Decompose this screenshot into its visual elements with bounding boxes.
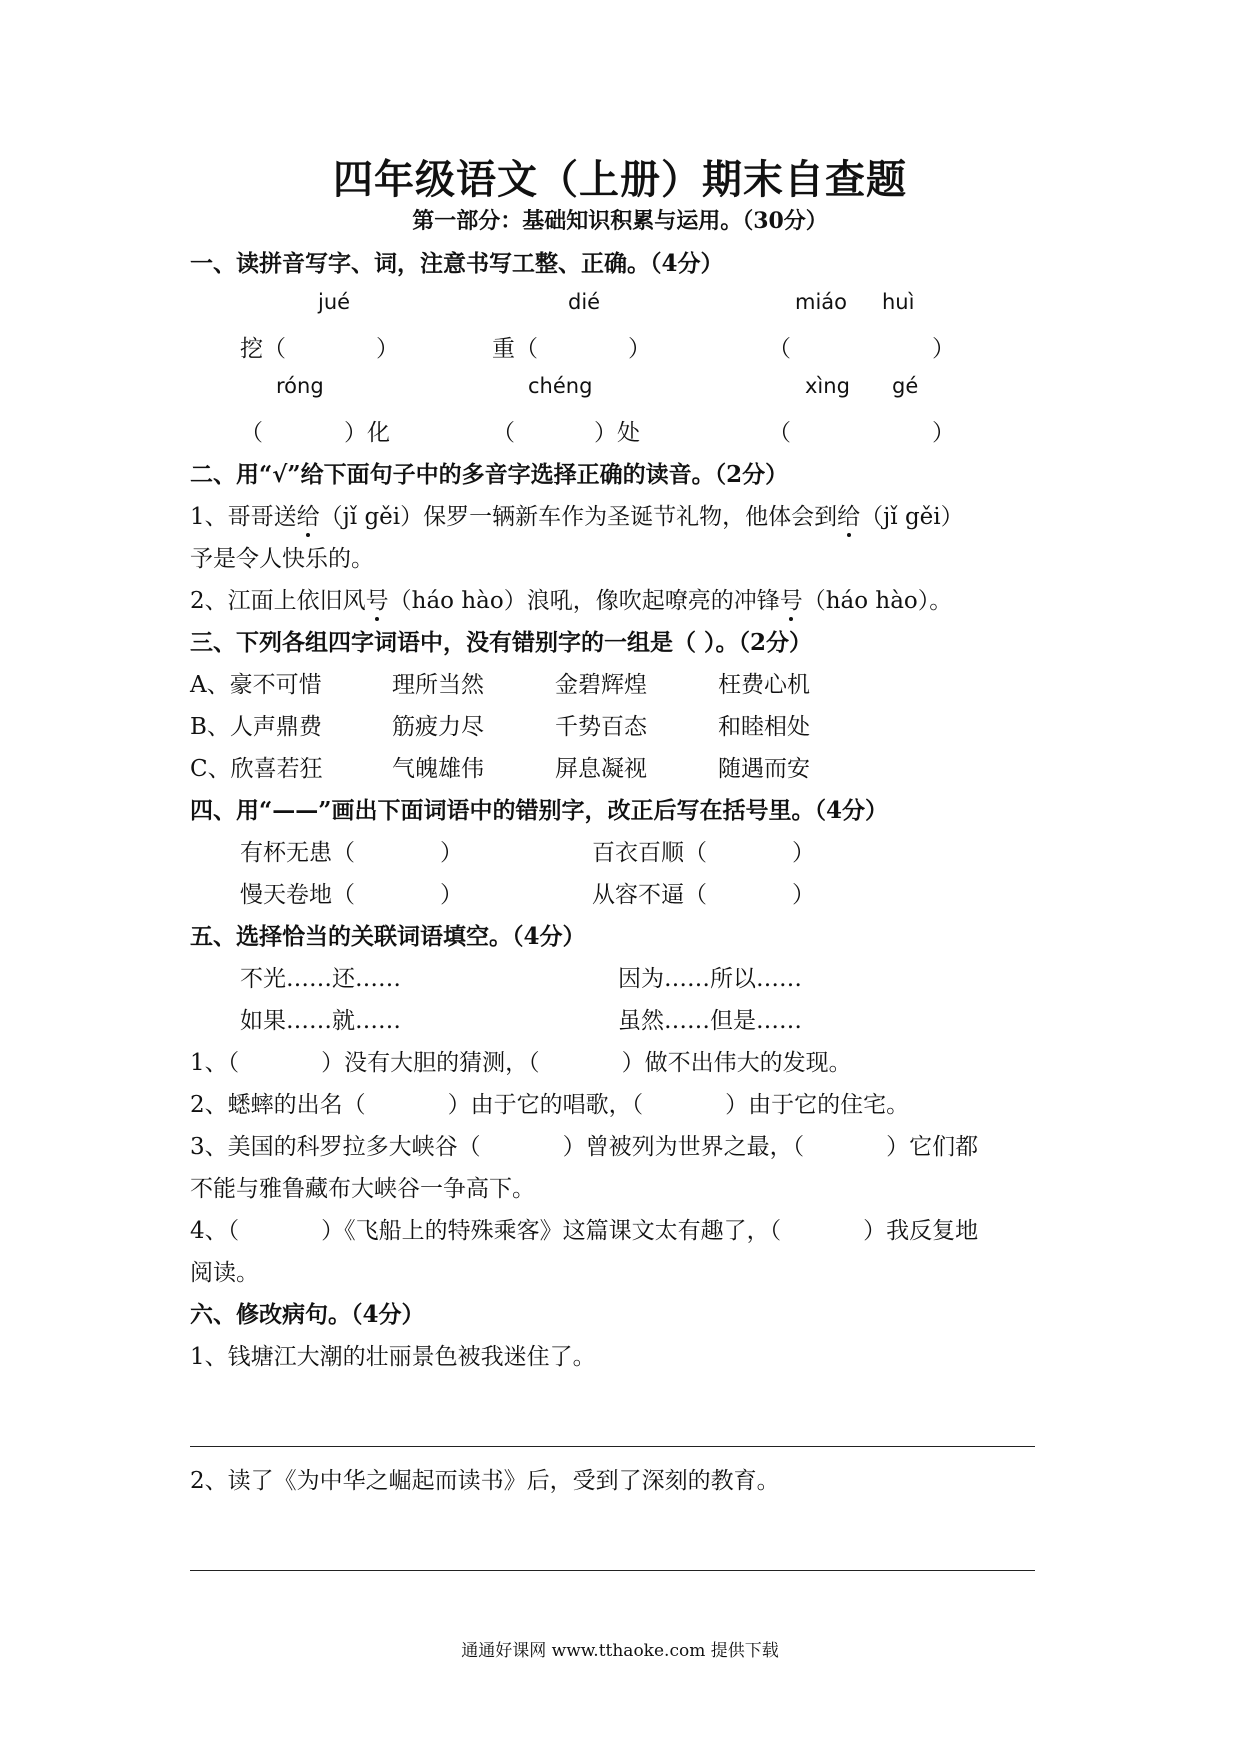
page-title: 四年级语文（上册）期末自查题 — [333, 156, 907, 203]
s5-option-3: 如果……就…… — [240, 1008, 401, 1034]
s3-option-a-2: 理所当然 — [392, 672, 484, 698]
section4-heading: 四、用“——”画出下面词语中的错别字，改正后写在括号里。（4分） — [190, 797, 888, 824]
s5-q2-c: ）由于它的住宅。 — [725, 1092, 910, 1118]
s4-item1-close: ） — [440, 840, 463, 866]
s1-r2-item2-close: ）处 — [594, 420, 640, 446]
s1-r2-item3-close: ） — [932, 420, 955, 446]
s5-q4-b: ）《飞船上的特殊乘客》这篇课文太有趣了，（ — [321, 1218, 782, 1244]
s2-q1-text-a: 1、哥哥送 — [190, 504, 297, 530]
s6-q2-answer-line[interactable] — [190, 1570, 1035, 1571]
s6-q1: 1、钱塘江大潮的壮丽景色被我迷住了。 — [190, 1344, 596, 1370]
s4-item3-close: ） — [440, 882, 463, 908]
s2-q1-polyphone-2: 给 — [837, 504, 861, 530]
s6-q2: 2、读了《为中华之崛起而读书》后，受到了深刻的教育。 — [190, 1468, 780, 1494]
s5-q3-line1 — [190, 1128, 978, 1161]
s2-q2 — [190, 582, 952, 615]
s4-item3: 慢天卷地（ — [240, 882, 355, 908]
s3-option-c-2: 气魄雄伟 — [392, 756, 484, 782]
section1-heading: 一、读拼音写字、词，注意书写工整、正确。（4分） — [190, 250, 724, 277]
s1-r2-item1-open: （ — [240, 420, 263, 446]
section3-heading: 三、下列各组四字词语中，没有错别字的一组是（ ）。（2分） — [190, 629, 813, 656]
s6-q1-answer-line[interactable] — [190, 1446, 1035, 1447]
s5-q1-c: ）做不出伟大的发现。 — [621, 1050, 852, 1076]
s2-q2-text-c: （háo hào）。 — [802, 588, 953, 614]
s5-option-2: 因为……所以…… — [618, 966, 802, 992]
s4-item4-close: ） — [792, 882, 815, 908]
s3-option-b-1: B、人声鼎费 — [190, 714, 322, 740]
s2-q2-text-a: 2、江面上依旧风 — [190, 588, 366, 614]
s1-r1-item2-close: ） — [628, 336, 651, 362]
s5-q1-b: ）没有大胆的猜测，（ — [321, 1050, 540, 1076]
section2-heading: 二、用“√”给下面句子中的多音字选择正确的读音。（2分） — [190, 461, 789, 488]
s5-q3-b: ）曾被列为世界之最，（ — [562, 1134, 805, 1160]
s3-option-b-2: 筋疲力尽 — [392, 714, 484, 740]
s2-q2-text-b: （háo hào）浪吼，像吹起嘹亮的冲锋 — [388, 588, 780, 614]
pinyin-hui: huì — [882, 290, 915, 314]
s2-q1-polyphone-1: 给 — [296, 504, 320, 530]
s4-item1: 有杯无患（ — [240, 840, 355, 866]
pinyin-ge: gé — [892, 374, 919, 398]
s1-r1-item2-open: 重（ — [492, 336, 538, 362]
s3-option-c-4: 随遇而安 — [718, 756, 810, 782]
s3-option-c-1: C、欣喜若狂 — [190, 756, 323, 782]
s1-r1-item3-open: （ — [768, 336, 791, 362]
s5-q4-line1 — [190, 1212, 978, 1245]
s1-r1-item1-open: 挖（ — [240, 336, 286, 362]
s1-r2-item1-close: ）化 — [344, 420, 390, 446]
s5-q3-c: ）它们都 — [886, 1134, 979, 1160]
footer-source: 通通好课网 www.tthaoke.com 提供下载 — [461, 1641, 779, 1661]
s3-option-a-4: 枉费心机 — [718, 672, 810, 698]
s5-q3-line2: 不能与雅鲁藏布大峡谷一争高下。 — [190, 1176, 535, 1202]
s2-q1-line2: 予是令人快乐的。 — [190, 546, 374, 572]
s4-item2: 百衣百顺（ — [592, 840, 707, 866]
s2-q2-polyphone-2: 号 — [779, 588, 803, 614]
part-subtitle: 第一部分：基础知识积累与运用。（30分） — [412, 208, 828, 234]
pinyin-cheng: chéng — [528, 374, 593, 398]
s5-q1-a: 1、（ — [190, 1050, 240, 1076]
pinyin-jue: jué — [318, 290, 351, 314]
pinyin-die: dié — [568, 290, 601, 314]
s5-option-1: 不光……还…… — [240, 966, 401, 992]
section5-heading: 五、选择恰当的关联词语填空。（4分） — [190, 923, 586, 950]
s5-q2-a: 2、蟋蟀的出名（ — [190, 1092, 366, 1118]
section6-heading: 六、修改病句。（4分） — [190, 1301, 425, 1328]
s5-q3-a: 3、美国的科罗拉多大峡谷（ — [190, 1134, 481, 1160]
s4-item4: 从容不逼（ — [592, 882, 707, 908]
s1-r2-item3-open: （ — [768, 420, 791, 446]
s1-r2-item2-open: （ — [492, 420, 515, 446]
s3-option-a-1: A、豪不可惜 — [190, 672, 322, 698]
pinyin-rong: róng — [276, 374, 324, 398]
s2-q2-polyphone-1: 号 — [365, 588, 389, 614]
s2-q1-text-b: （jǐ gěi）保罗一辆新车作为圣诞节礼物，他体会到 — [319, 504, 838, 530]
s5-q4-c: ）我反复地 — [863, 1218, 979, 1244]
s5-q2-b: ）由于它的唱歌，（ — [447, 1092, 644, 1118]
s5-option-4: 虽然……但是…… — [618, 1008, 802, 1034]
s5-q4-a: 4、（ — [190, 1218, 240, 1244]
s4-item2-close: ） — [792, 840, 815, 866]
s3-option-b-4: 和睦相处 — [718, 714, 810, 740]
s5-q1 — [190, 1044, 852, 1077]
pinyin-xing: xìng — [805, 374, 850, 398]
s5-q4-line2: 阅读。 — [190, 1260, 259, 1286]
s3-option-c-3: 屏息凝视 — [555, 756, 647, 782]
s1-r1-item3-close: ） — [932, 336, 955, 362]
pinyin-miao: miáo — [795, 290, 848, 314]
s1-r1-item1-close: ） — [376, 336, 399, 362]
s5-q2 — [190, 1086, 909, 1119]
s3-option-b-3: 千势百态 — [555, 714, 647, 740]
s3-option-a-3: 金碧辉煌 — [555, 672, 647, 698]
s2-q1-text-c: （jǐ gěi） — [860, 504, 964, 530]
s2-q1-line1 — [190, 498, 964, 531]
